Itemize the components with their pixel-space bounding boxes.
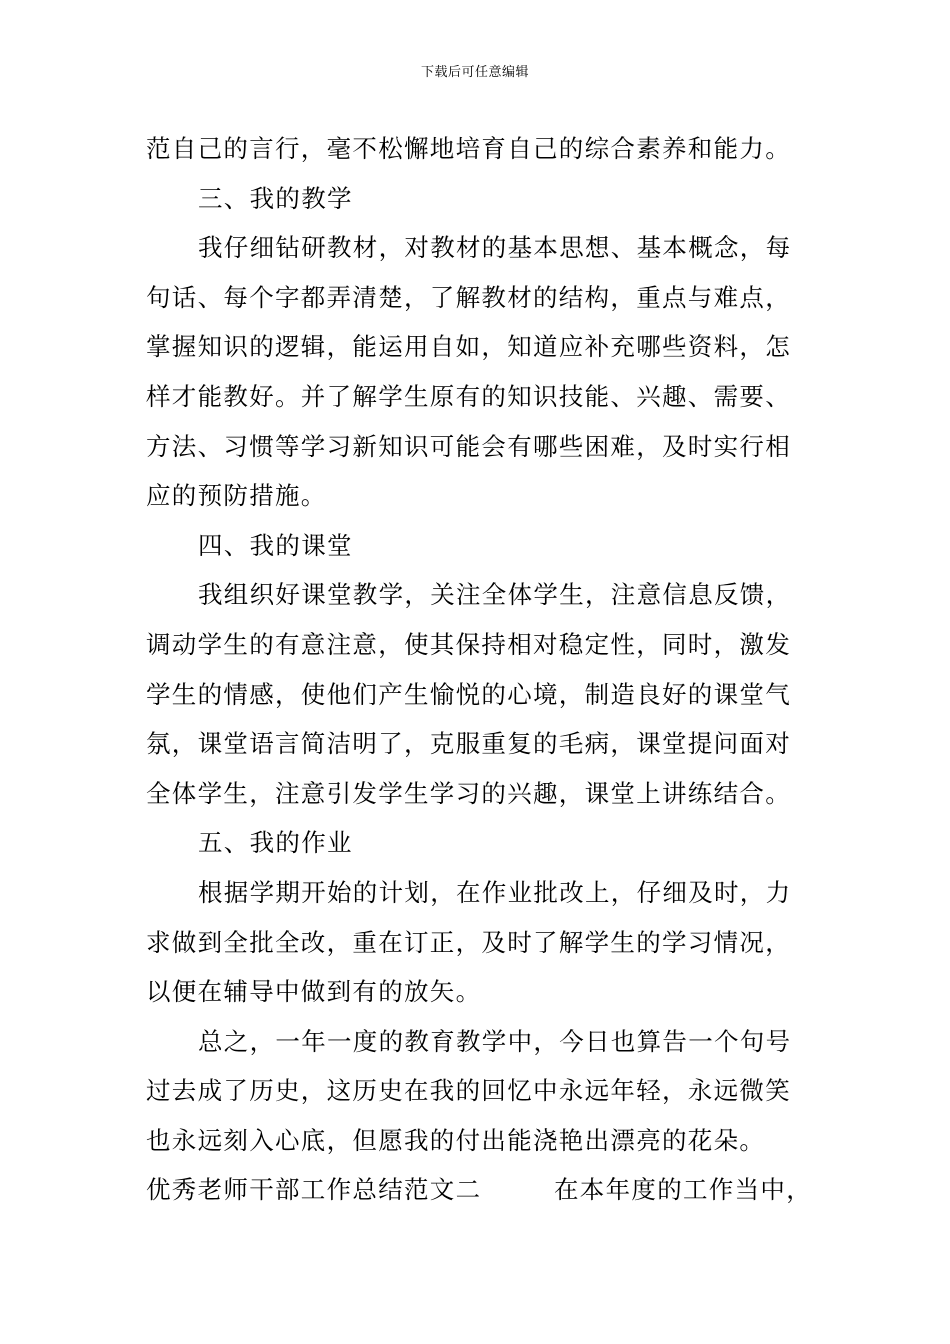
paragraph-line: 掌握知识的逻辑，能运用自如，知道应补充哪些资料，怎 <box>146 332 791 362</box>
paragraph-line: 总之，一年一度的教育教学中，今日也算告一个句号 <box>198 1026 792 1056</box>
section-heading: 五、我的作业 <box>198 828 353 858</box>
paragraph-line: 也永远刻入心底，但愿我的付出能浇艳出漂亮的花朵。 <box>146 1125 766 1155</box>
paragraph-line: 方法、习惯等学习新知识可能会有哪些困难，及时实行相 <box>146 431 791 461</box>
closing-line <box>146 1165 812 1215</box>
paragraph-line: 范自己的言行，毫不松懈地培育自己的综合素养和能力。 <box>146 134 791 163</box>
paragraph-line: 学生的情感，使他们产生愉悦的心境，制造良好的课堂气 <box>146 679 791 709</box>
section-heading: 三、我的教学 <box>198 183 353 213</box>
paragraph-line: 样才能教好。并了解学生原有的知识技能、兴趣、需要、 <box>146 381 791 411</box>
paragraph-line: 以便在辅导中做到有的放矢。 <box>146 977 482 1007</box>
paragraph-line: 我组织好课堂教学，关注全体学生，注意信息反馈， <box>198 580 792 610</box>
paragraph-line: 我仔细钻研教材，对教材的基本思想、基本概念，每 <box>198 233 792 263</box>
paragraph-line: 应的预防措施。 <box>146 481 327 511</box>
section-heading: 四、我的课堂 <box>198 530 353 560</box>
document-body <box>146 124 812 1215</box>
next-article-title: 优秀老师干部工作总结范文二 <box>146 1175 482 1205</box>
page-header: 下载后可任意编辑 <box>420 65 529 80</box>
paragraph-line: 氛，课堂语言简洁明了，克服重复的毛病，课堂提问面对 <box>146 729 791 759</box>
paragraph-line: 求做到全批全改，重在订正，及时了解学生的学习情况， <box>146 927 791 957</box>
next-article-opening: 在本年度的工作当中， <box>554 1175 812 1205</box>
paragraph-line: 根据学期开始的计划，在作业批改上，仔细及时，力 <box>198 877 792 907</box>
paragraph-line: 调动学生的有意注意，使其保持相对稳定性，同时，激发 <box>146 629 791 659</box>
paragraph-line: 过去成了历史，这历史在我的回忆中永远年轻，永远微笑 <box>146 1076 791 1106</box>
paragraph-line: 全体学生，注意引发学生学习的兴趣，课堂上讲练结合。 <box>146 778 791 808</box>
paragraph-line: 句话、每个字都弄清楚，了解教材的结构，重点与难点， <box>146 282 791 312</box>
